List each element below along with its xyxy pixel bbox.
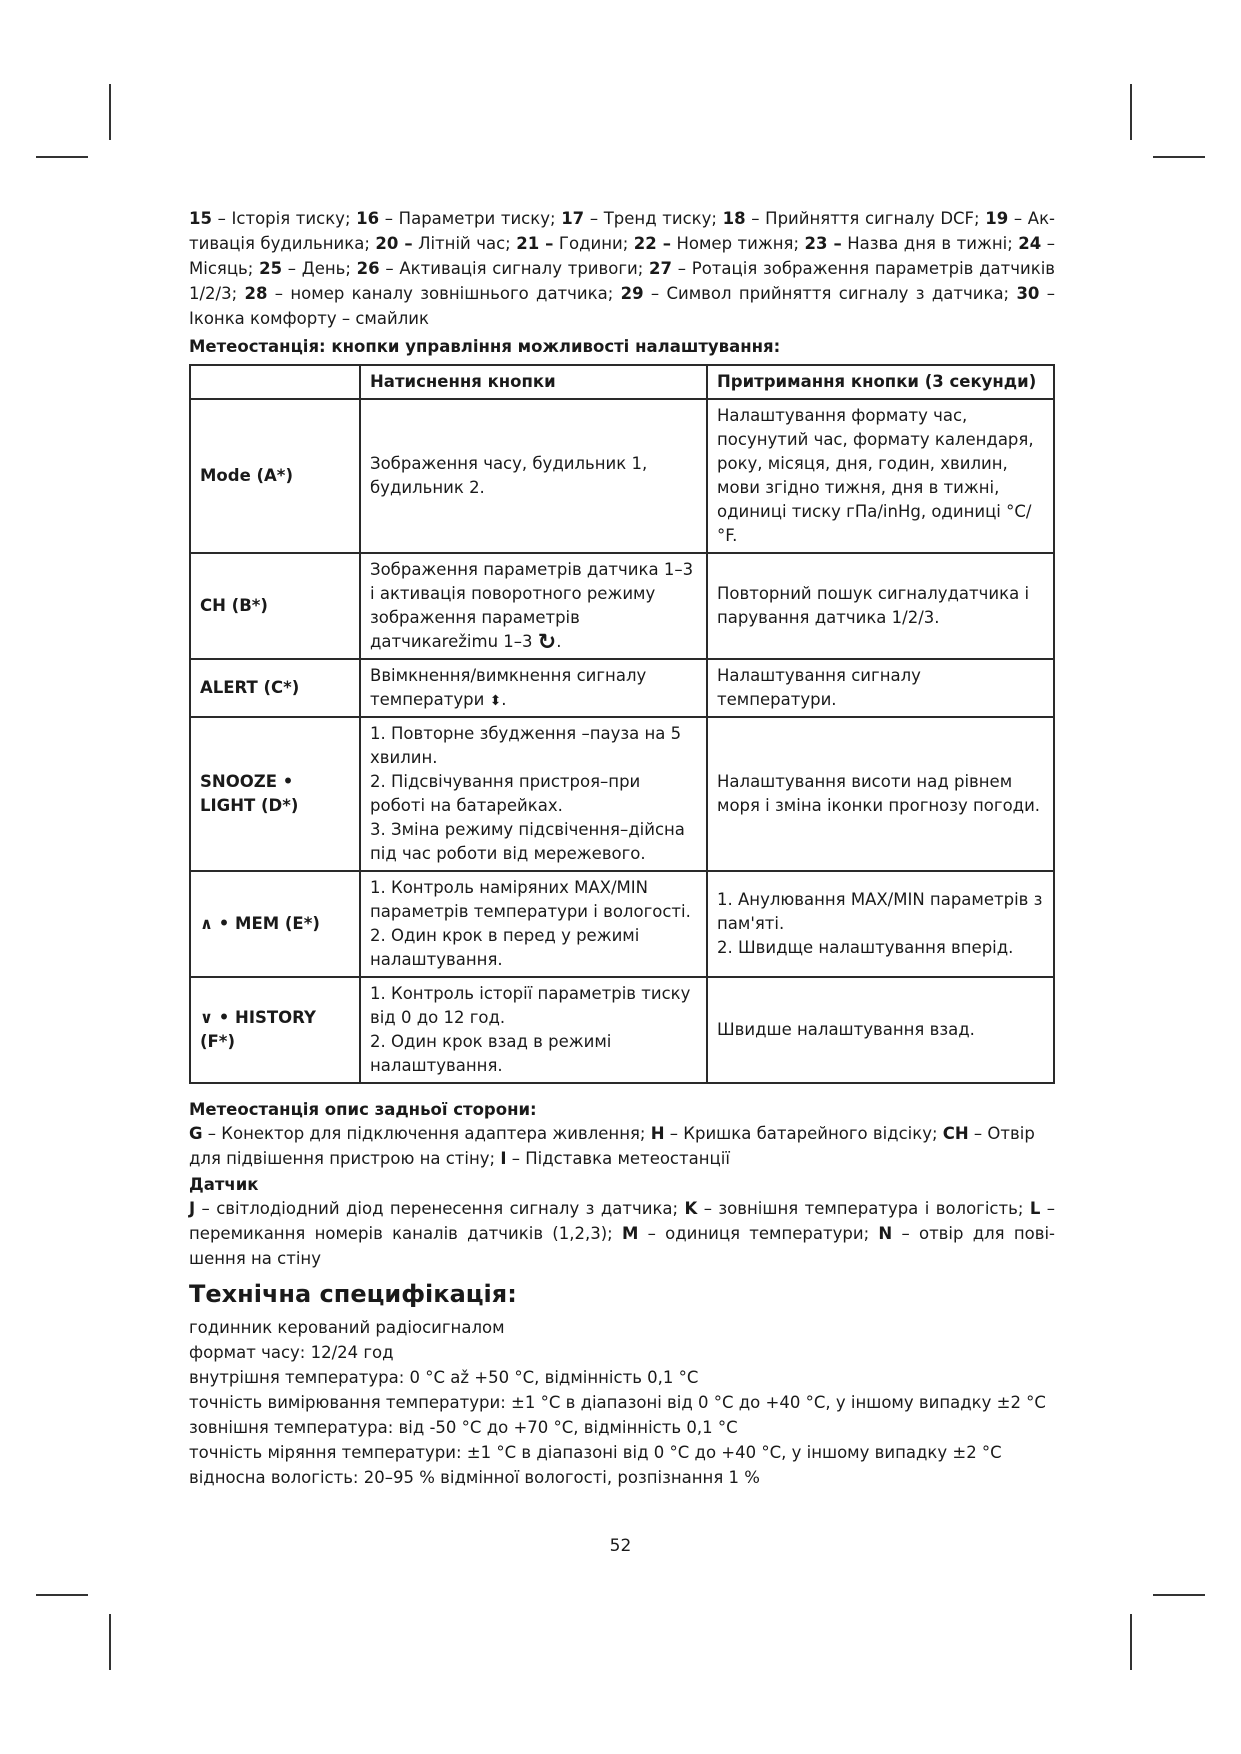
crop-mark: [1153, 156, 1205, 158]
button-name: Mode (A*): [190, 399, 360, 553]
bold-key: 18: [722, 209, 746, 228]
hold-action: Повторний пошук сигналудатчика і парування датчика 1/2/3.: [707, 553, 1054, 659]
press-action: [360, 659, 707, 717]
press-action: [360, 553, 707, 659]
press-line: 1. Повторне збудження –пауза на 5 хвилин.: [370, 724, 682, 767]
bold-key: CH: [942, 1124, 969, 1143]
press-action: [360, 717, 707, 871]
bold-key: 17: [561, 209, 585, 228]
page-content: [189, 206, 1055, 1490]
crop-mark: [1130, 84, 1132, 140]
table-header-cell: Натиснення кнопки: [360, 365, 707, 399]
sensor-text: J – світлодіодний діод перенесення сигналу з датчика; K – зовнішня температура і вологість; L – перемикання номерів каналів датчиків (1,2,3); M – одиниця температури; N – отвір для пові- шення на стіну: [189, 1199, 1055, 1268]
bold-key: G: [189, 1124, 203, 1143]
crop-mark: [109, 84, 111, 140]
crop-mark: [1153, 1594, 1205, 1596]
spec-line: зовнішня температура: від -50 °C до +70 °C, відмінність 0,1 °C: [189, 1418, 738, 1437]
bold-key: 22 –: [633, 234, 671, 253]
button-name: ALERT (C*): [190, 659, 360, 717]
sensor-heading: Датчик: [189, 1175, 259, 1194]
table-row: [190, 717, 1054, 871]
press-line: 2. Підсвічування пристроя–при роботі на батарейках.: [370, 772, 641, 815]
button-label: • MEM (E*): [213, 914, 320, 933]
bold-key: 27: [649, 259, 673, 278]
bold-key: 25: [259, 259, 283, 278]
hold-line: 2. Швидще налаштування вперід.: [717, 938, 1014, 957]
spec-heading: Технічна специфікація:: [189, 1280, 517, 1308]
table-row: [190, 977, 1054, 1083]
bold-key: 26: [356, 259, 380, 278]
bold-key: 21 –: [516, 234, 554, 253]
refresh-icon: ↻: [537, 630, 557, 655]
button-name: [190, 871, 360, 977]
bold-key: L: [1029, 1199, 1041, 1218]
press-action: Зображення часу, будильник 1, будильник 2.: [360, 399, 707, 553]
button-name: CH (B*): [190, 553, 360, 659]
back-side-heading: Метеостанція опис задньої сторони:: [189, 1100, 537, 1119]
bold-key: 24: [1018, 234, 1042, 253]
hold-action: Налаштування формату час, посунутий час, формату календаря, року, місяця, дня, годин, хвилин, мови згідно тижня, дня в тижні, одиниці тиску гПа/inHg, одиниці °C/°F.: [707, 399, 1054, 553]
up-arrow-icon: ∧: [200, 914, 213, 933]
table-header-cell: [190, 365, 360, 399]
bold-key: H: [650, 1124, 665, 1143]
bold-key: J: [189, 1199, 196, 1218]
bold-key: 29: [620, 284, 644, 303]
hold-action: [707, 871, 1054, 977]
crop-mark: [109, 1614, 111, 1670]
spec-line: відносна вологість: 20–95 % відмінної вологості, розпізнання 1 %: [189, 1468, 760, 1487]
crop-mark: [36, 156, 88, 158]
press-line: 1. Контроль історії параметрів тиску від 0 до 12 год.: [370, 984, 691, 1027]
bold-key: 30: [1016, 284, 1040, 303]
bold-key: K: [684, 1199, 698, 1218]
press-line: 2. Один крок в перед у режимі налаштування.: [370, 926, 640, 969]
legend-paragraph: 15 – Історія тиску; 16 – Параметри тиску; 17 – Тренд тиску; 18 – Прийняття сигналу DCF; 19 – Ак- тивація будильника; 20 – Літній час; 21 – Години; 22 – Номер тижня; 23 – Назва дня в тижні; 24 – Місяць; 25 – День; 26 – Активація сигналу тривоги; 27 – Ротація зображення параметрів датчиків 1/2/3; 28 – номер каналу зовнішнього датчика; 29 – Символ прийняття сигналу з датчика; 30 – Іконка комфорту – смайлик: [189, 209, 1056, 328]
hold-action: Швидше налаштування взад.: [707, 977, 1054, 1083]
press-text: Зображення параметрів датчика 1–3 і активація поворотного режиму зображення параметрів датчикаrežimu 1–3: [370, 560, 694, 651]
hold-line: 1. Анулювання MAX/MIN параметрів з пам'яті.: [717, 890, 1043, 933]
spec-line: точність вимірювання температури: ±1 °C в діапазоні від 0 °C до +40 °C, у іншому випадку ±2 °C: [189, 1393, 1046, 1412]
spec-line: годинник керований радіосигналом: [189, 1318, 505, 1337]
hold-action: Налаштування висоти над рівнем моря і зміна іконки прогнозу погоди.: [707, 717, 1054, 871]
bold-key: 20 –: [375, 234, 413, 253]
press-text: Ввімкнення/вимкнення сигналу температури: [370, 666, 647, 709]
bold-key: 19: [985, 209, 1009, 228]
bold-key: I: [500, 1149, 507, 1168]
table-row: [190, 659, 1054, 717]
press-line: 3. Зміна режиму підсвічення–дійсна під час роботи від мережевого.: [370, 820, 685, 863]
table-row: [190, 399, 1054, 553]
press-line: 2. Один крок взад в режимі налаштування.: [370, 1032, 612, 1075]
spec-line: формат часу: 12/24 год: [189, 1343, 394, 1362]
bold-key: 28: [244, 284, 268, 303]
table-header-row: [190, 365, 1054, 399]
table-header-cell: Притримання кнопки (3 секунди): [707, 365, 1054, 399]
button-name: SNOOZE • LIGHT (D*): [190, 717, 360, 871]
spec-line: точність міряння температури: ±1 °C в діапазоні від 0 °C до +40 °C, у іншому випадку ±2 °C: [189, 1443, 1002, 1462]
crop-mark: [36, 1594, 88, 1596]
hold-action: Налаштування сигналу температури.: [707, 659, 1054, 717]
page-number: 52: [609, 1536, 632, 1556]
bold-key: N: [878, 1224, 893, 1243]
spec-line: внутрішня температура: 0 °C až +50 °C, відмінність 0,1 °C: [189, 1368, 699, 1387]
button-name: [190, 977, 360, 1083]
press-action: [360, 977, 707, 1083]
bold-key: 16: [356, 209, 380, 228]
press-end: .: [556, 632, 562, 651]
alert-updown-icon: ⬍: [489, 693, 502, 709]
controls-table: [189, 364, 1055, 1084]
press-action: [360, 871, 707, 977]
controls-heading: Метеостанція: кнопки управління можливості налаштування:: [189, 337, 781, 356]
press-end: .: [501, 690, 507, 709]
back-side-text: G – Конектор для підключення адаптера живлення; H – Кришка батарейного відсіку; CH – Отвір для підвішення пристрою на стіну; I – Підставка метеостанції: [189, 1124, 1035, 1168]
crop-mark: [1130, 1614, 1132, 1670]
press-line: 1. Контроль наміряних MAX/MIN параметрів температури і вологості.: [370, 878, 691, 921]
table-row: [190, 871, 1054, 977]
bold-key: 15: [189, 209, 212, 228]
bold-key: M: [621, 1224, 639, 1243]
button-label: • HISTORY (F*): [200, 1008, 316, 1051]
spec-list: [189, 1315, 1055, 1490]
down-arrow-icon: ∨: [200, 1008, 213, 1027]
bold-key: 23 –: [804, 234, 842, 253]
table-row: [190, 553, 1054, 659]
